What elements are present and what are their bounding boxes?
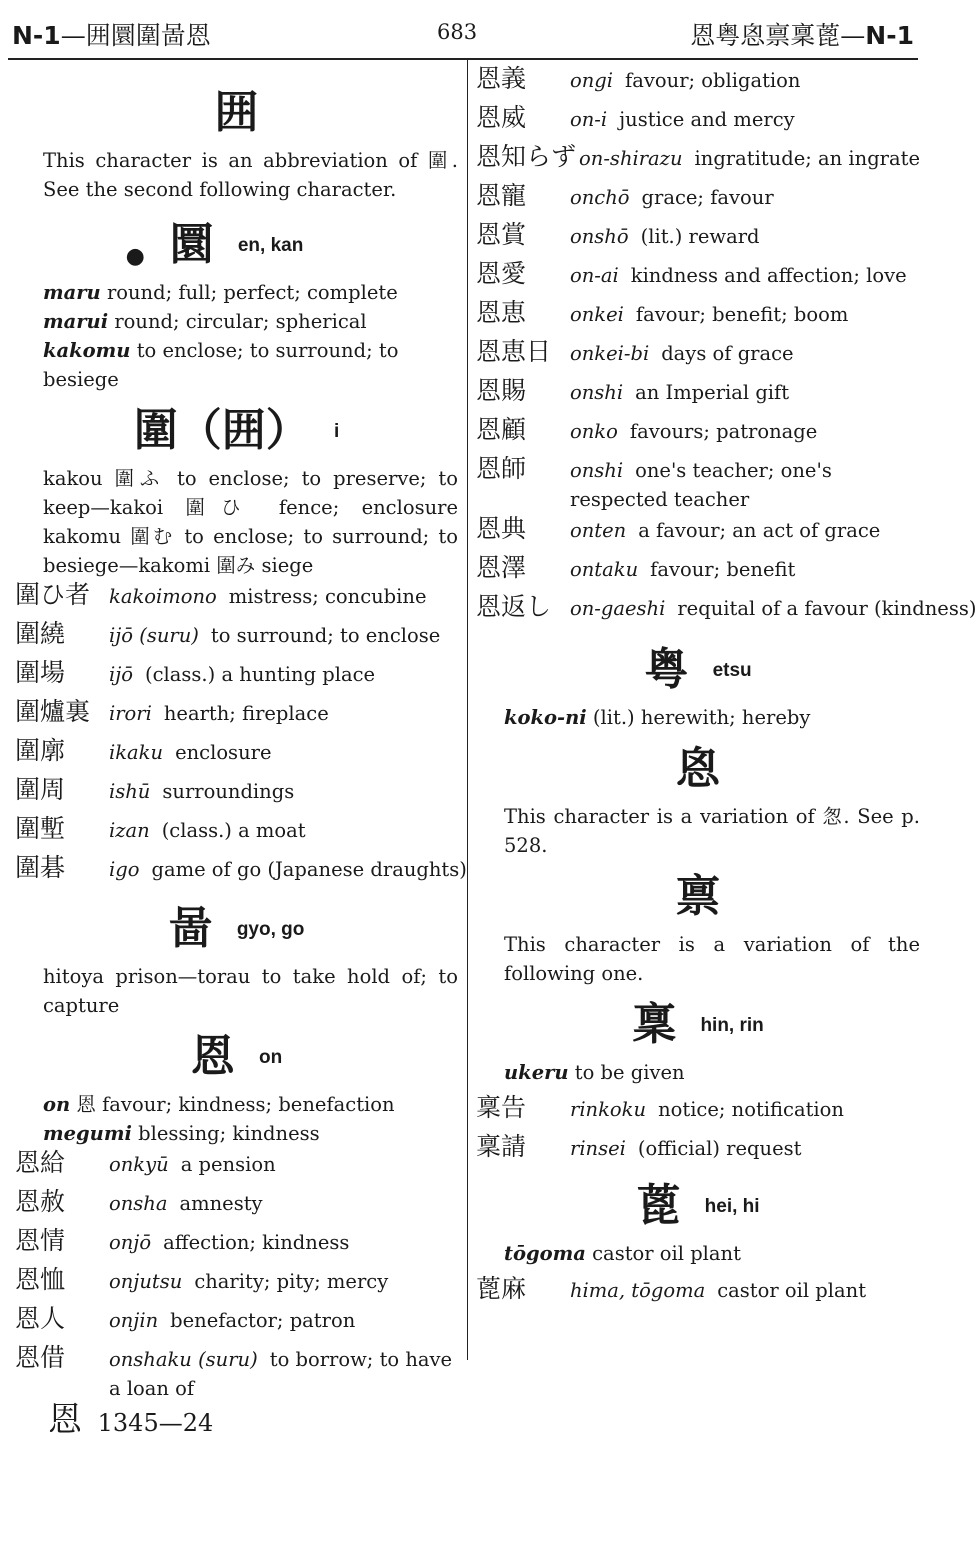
entry-kanji: 恩恵 (476, 298, 527, 327)
entry-definition: requital of a favour (kindness) (677, 597, 976, 620)
heading-kanji-char: 恩 (190, 1031, 235, 1082)
entry-kanji: 圍場 (15, 658, 66, 687)
entry-body (570, 339, 920, 368)
entry-definition: days of grace (661, 342, 794, 365)
entry-reading: onshō (570, 225, 629, 248)
entry-reading: onjō (109, 1231, 152, 1254)
entry-body (109, 816, 458, 845)
entry-row (15, 775, 458, 814)
paragraph: hitoya prison—torau to take hold of; to capture (43, 965, 458, 1017)
entry-kanji: 恩賞 (476, 220, 527, 249)
definition-line (43, 307, 458, 336)
entry-definition: enclosure (175, 741, 272, 764)
entry-body (109, 777, 458, 806)
header-rule (8, 58, 918, 60)
definition-line (43, 1119, 458, 1148)
entry-kanji: 圍廓 (15, 736, 66, 765)
entry-reading: onshaku (suru) (109, 1348, 258, 1371)
entry-body (570, 222, 920, 251)
headword: ukeru (504, 1061, 569, 1084)
definition: blessing; kindness (138, 1122, 320, 1145)
heading-reading: i (333, 420, 340, 442)
entry-reading: onko (570, 420, 618, 443)
entry-definition: favour; obligation (625, 69, 801, 92)
entry-row (15, 853, 467, 892)
entry-body (570, 105, 920, 134)
entry-row (476, 181, 920, 220)
entry-row (476, 337, 920, 376)
column-divider (467, 60, 468, 1360)
entry-definition: favour; benefit (650, 558, 796, 581)
definition: castor oil plant (592, 1242, 741, 1265)
entry-body (570, 300, 920, 329)
entry-row (476, 1274, 920, 1313)
entry-definition: notice; notification (658, 1098, 844, 1121)
entry-row (476, 220, 920, 259)
entry-reading: rinsei (570, 1137, 626, 1160)
entry-row (15, 736, 458, 775)
footer-code: 1345—24 (97, 1409, 214, 1437)
entry-reading: izan (109, 819, 150, 842)
entry-definition: favours; patronage (629, 420, 818, 443)
entry-body (109, 699, 458, 728)
entry-reading: ishū (109, 780, 151, 803)
entry-kanji: 恩澤 (476, 553, 527, 582)
entry-definition: (class.) a hunting place (145, 663, 376, 686)
entry-kanji: 恩給 (15, 1148, 66, 1177)
entry-list (476, 64, 976, 631)
entry-kanji: 恩返し (476, 592, 552, 621)
heading-reading: hin, rin (700, 1014, 764, 1036)
entry-row (476, 1093, 920, 1132)
heading-kanji (15, 402, 458, 460)
entry-definition: surroundings (162, 780, 295, 803)
entry-kanji: 稟告 (476, 1093, 527, 1122)
heading-kanji (476, 996, 920, 1054)
definition: 恩 favour; kindness; benefaction (76, 1093, 395, 1116)
entry-definition: amnesty (179, 1192, 263, 1215)
entry-body (109, 582, 458, 611)
entry-list (15, 1148, 458, 1403)
entry-body (570, 594, 976, 623)
entry-row (476, 64, 920, 103)
entry-kanji: 稟請 (476, 1132, 527, 1161)
heading-kanji-char: 粤 (644, 644, 689, 695)
entry-reading: onshi (570, 459, 624, 482)
entry-list (476, 1093, 920, 1171)
entry-body (570, 1276, 920, 1305)
heading-kanji (15, 216, 458, 274)
header-left: N-1—囲圜圍啚恩 (12, 21, 211, 50)
entry-definition: ingratitude; an ingrate (694, 147, 920, 170)
entry-reading: kakoimono (109, 585, 217, 608)
entry-row (15, 1226, 458, 1265)
entry-kanji: 恩借 (15, 1343, 66, 1372)
entry-row (476, 376, 920, 415)
entry-reading: irori (109, 702, 152, 725)
entry-row (15, 1304, 458, 1343)
entry-body (570, 378, 920, 407)
entry-definition: (official) request (637, 1137, 802, 1160)
definition: to be given (574, 1061, 685, 1084)
heading-reading: hei, hi (704, 1195, 760, 1217)
definition-line (476, 1239, 920, 1268)
entry-definition: castor oil plant (717, 1279, 867, 1302)
headword: maru (43, 281, 101, 304)
heading-reading: etsu (712, 659, 752, 681)
heading-kanji (476, 1177, 920, 1235)
heading-kanji-char: 圜 (169, 219, 214, 270)
entry-reading: onkei-bi (570, 342, 650, 365)
definition: to enclose; to surround; to besiege (43, 339, 399, 391)
entry-kanji: 恩典 (476, 514, 527, 543)
entry-reading: ikaku (109, 741, 164, 764)
entry-body (570, 555, 920, 584)
page-header (12, 16, 914, 56)
entry-reading: ijō (109, 663, 134, 686)
entry-reading: igo (109, 858, 140, 881)
headword: kakomu (43, 339, 131, 362)
entry-definition: a pension (180, 1153, 276, 1176)
entry-reading: onkyū (109, 1153, 169, 1176)
heading-reading: en, kan (237, 234, 304, 256)
entry-reading: on-shirazu (579, 147, 683, 170)
entry-body (109, 855, 467, 884)
entry-row (476, 415, 920, 454)
heading-kanji-char: 啚 (168, 903, 213, 954)
entry-row (476, 142, 920, 181)
definition-line (43, 336, 458, 394)
entry-body (109, 660, 458, 689)
entry-reading: on-i (570, 108, 608, 131)
entry-body (109, 1189, 458, 1218)
entry-definition: (lit.) reward (640, 225, 760, 248)
entry-reading: ijō (suru) (109, 624, 199, 647)
heading-kanji-char: 恖 (676, 743, 720, 794)
entry-definition: a favour; an act of grace (638, 519, 881, 542)
definition: round; full; perfect; complete (106, 281, 398, 304)
entry-row (476, 103, 920, 142)
entry-row (476, 553, 920, 592)
entry-body (579, 144, 920, 173)
entry-body (109, 1267, 458, 1296)
entry-row (476, 298, 920, 337)
header-left-code: N-1 (12, 21, 61, 50)
entry-kanji: 恩師 (476, 454, 527, 483)
heading-reading: on (258, 1046, 283, 1068)
definition-line (43, 1090, 458, 1119)
entry-row (476, 259, 920, 298)
entry-body (570, 1134, 920, 1163)
entry-reading: onten (570, 519, 627, 542)
left-column (15, 64, 467, 1403)
entry-kanji: 恩義 (476, 64, 527, 93)
entry-kanji: 恩知らず (476, 142, 577, 171)
paragraph: This character is a variation of the following one. (504, 933, 920, 985)
entry-kanji: 圍塹 (15, 814, 66, 843)
heading-kanji-char: 囲 (214, 87, 259, 138)
entry-kanji: 恩人 (15, 1304, 66, 1333)
definition-line (476, 1058, 920, 1087)
paragraph: This character is a variation of 怱. See p. 528. (504, 805, 920, 857)
entry-row (476, 454, 920, 514)
heading-kanji (15, 900, 458, 958)
entry-definition: to borrow; to have a loan of (109, 1348, 453, 1400)
entry-row (15, 1148, 458, 1187)
entry-definition: (class.) a moat (161, 819, 306, 842)
entry-kanji: 圍周 (15, 775, 66, 804)
entry-kanji: 恩恤 (15, 1265, 66, 1294)
entry-row (476, 1132, 920, 1171)
entry-reading: ontaku (570, 558, 639, 581)
entry-reading: onkei (570, 303, 624, 326)
right-column (476, 64, 976, 1313)
entry-definition: affection; kindness (163, 1231, 350, 1254)
entry-kanji: 圍ひ者 (15, 580, 91, 609)
page-footer (48, 1392, 213, 1441)
paragraph: This character is an abbreviation of 圍. See the second following character. (43, 149, 458, 201)
entry-body (570, 456, 920, 514)
entry-definition: grace; favour (641, 186, 774, 209)
heading-kanji (476, 740, 920, 798)
definition: (lit.) herewith; hereby (592, 706, 811, 729)
entry-definition: to surround; to enclose (210, 624, 441, 647)
entry-kanji: 恩恵日 (476, 337, 552, 366)
entry-reading: hima, tōgoma (570, 1279, 706, 1302)
entry-row (15, 619, 458, 658)
entry-kanji: 恩賜 (476, 376, 527, 405)
entry-definition: kindness and affection; love (630, 264, 907, 287)
entry-row (15, 697, 458, 736)
entry-definition: game of go (Japanese draughts) (151, 858, 467, 881)
entry-body (570, 417, 920, 446)
heading-kanji (15, 84, 458, 142)
definition-block (15, 278, 458, 394)
heading-kanji-char: 圍（囲） (133, 405, 310, 456)
entry-row (15, 814, 458, 853)
entry-body (570, 183, 920, 212)
entry-body (109, 621, 458, 650)
entry-list (476, 1274, 920, 1313)
entry-reading: ongi (570, 69, 614, 92)
entry-kanji: 恩愛 (476, 259, 527, 288)
definition-line (476, 703, 920, 732)
entry-kanji: 恩寵 (476, 181, 527, 210)
heading-kanji (476, 641, 920, 699)
headword: megumi (43, 1122, 132, 1145)
entry-row (15, 658, 458, 697)
heading-kanji (476, 868, 920, 926)
entry-reading: onjin (109, 1309, 159, 1332)
bullet-icon: ● (125, 244, 145, 269)
definition-block (15, 1090, 458, 1148)
entry-kanji: 圍繞 (15, 619, 66, 648)
entry-row (15, 1265, 458, 1304)
entry-definition: one's teacher; one's respected teacher (570, 459, 832, 511)
heading-reading: gyo, go (236, 918, 305, 940)
entry-reading: onchō (570, 186, 630, 209)
entry-reading: onsha (109, 1192, 168, 1215)
entry-reading: onjutsu (109, 1270, 183, 1293)
footer-kanji: 恩 (48, 1400, 82, 1440)
entry-body (109, 1228, 458, 1257)
heading-kanji (15, 1028, 458, 1086)
entry-reading: onshi (570, 381, 624, 404)
entry-body (570, 516, 920, 545)
entry-kanji: 恩威 (476, 103, 527, 132)
entry-row (15, 1187, 458, 1226)
entry-body (570, 1095, 920, 1124)
entry-reading: on-ai (570, 264, 619, 287)
headword: tōgoma (504, 1242, 586, 1265)
entry-body (109, 738, 458, 767)
entry-definition: an Imperial gift (635, 381, 790, 404)
entry-row (15, 580, 458, 619)
headword: marui (43, 310, 109, 333)
entry-list (15, 580, 467, 892)
header-left-chars: 囲圜圍啚恩 (85, 21, 211, 50)
headword: koko-ni (504, 706, 587, 729)
entry-definition: benefactor; patron (170, 1309, 356, 1332)
entry-reading: rinkoku (570, 1098, 647, 1121)
page-number: 683 (437, 20, 478, 44)
entry-reading: on-gaeshi (570, 597, 666, 620)
entry-kanji: 蓖麻 (476, 1274, 527, 1303)
entry-body (109, 1306, 458, 1335)
entry-definition: hearth; fireplace (163, 702, 329, 725)
header-right: 恩粤恖禀稟蓖—N-1 (690, 21, 914, 50)
entry-kanji: 恩情 (15, 1226, 66, 1255)
entry-body (109, 1150, 458, 1179)
entry-definition: mistress; concubine (228, 585, 427, 608)
header-right-chars: 恩粤恖禀稟蓖 (690, 21, 841, 50)
definition: round; circular; spherical (114, 310, 367, 333)
paragraph: kakou 圍ふ to enclose; to preserve; to keep—kakoi 圍ひ fence; enclosure kakomu 圍む to enclose; to surround; to besiege—kakomi 圍み siege (43, 467, 458, 577)
entry-definition: charity; pity; mercy (194, 1270, 389, 1293)
entry-body (570, 66, 920, 95)
entry-kanji: 圍爐裏 (15, 697, 91, 726)
entry-definition: justice and mercy (619, 108, 795, 131)
entry-body (570, 261, 920, 290)
header-right-code: N-1 (865, 21, 914, 50)
heading-kanji-char: 禀 (676, 871, 720, 922)
entry-kanji: 恩赦 (15, 1187, 66, 1216)
entry-kanji: 恩顧 (476, 415, 527, 444)
entry-kanji: 圍碁 (15, 853, 66, 882)
headword: on (43, 1093, 71, 1116)
heading-kanji-char: 蓖 (636, 1180, 681, 1231)
definition-line (43, 278, 458, 307)
heading-kanji-char: 稟 (632, 999, 677, 1050)
entry-row (476, 592, 976, 631)
entry-row (476, 514, 920, 553)
entry-definition: favour; benefit; boom (635, 303, 849, 326)
